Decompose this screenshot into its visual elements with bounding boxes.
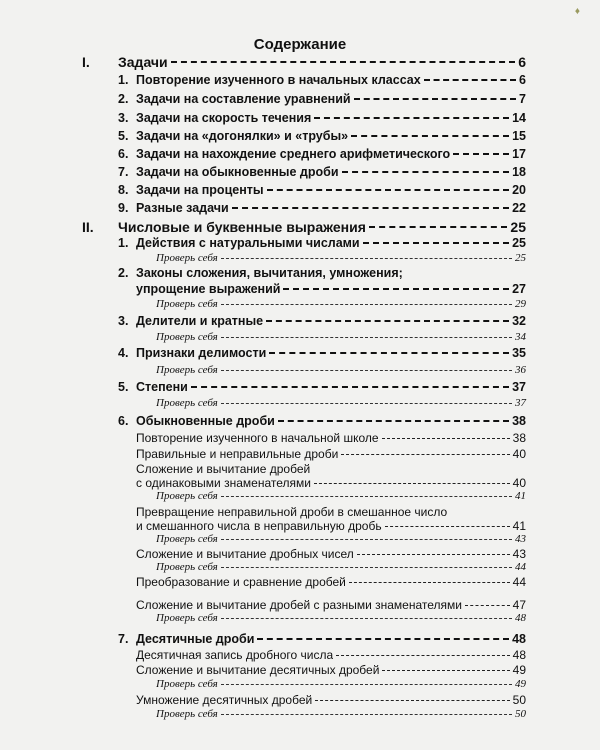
item-title: Задачи на проценты [136,183,264,197]
leader-line [382,670,509,671]
item-title: Действия с натуральными числами [136,236,360,250]
item-title: Десятичные дроби [136,632,255,646]
item-number: 2. [118,266,129,280]
toc-subitem[interactable] [136,575,526,589]
leader-line [283,288,509,290]
check-label: Проверь себя [156,331,218,343]
page-number: 29 [515,298,526,310]
toc-section-2[interactable] [82,219,526,235]
subitem-title: с одинаковыми знаменателями [136,476,311,490]
page-number: 36 [515,364,526,376]
toc-subitem[interactable] [136,648,526,662]
check-yourself-row[interactable] [156,490,526,502]
section-title: Задачи [118,54,168,70]
item-title: Обыкновенные дроби [136,414,275,428]
page-number: 41 [512,519,526,533]
toc-subitem[interactable] [136,663,526,677]
leader-line [382,438,510,439]
check-yourself-row[interactable] [156,533,526,545]
item-title: Разные задачи [136,201,229,215]
page-number: 47 [512,598,526,612]
subitem-title: Сложение и вычитание дробных чисел [136,547,354,561]
toc-item[interactable] [118,73,526,87]
leader-line [221,496,512,497]
page-number: 6 [519,73,526,87]
leader-line [221,684,512,685]
subitem-title: Сложение и вычитание десятичных дробей [136,663,380,677]
leader-line [385,526,510,527]
leader-line [269,352,509,354]
toc-item[interactable] [118,201,526,215]
check-yourself-row[interactable] [156,678,526,690]
section-number: I. [82,54,90,70]
subitem-title: Умножение десятичных дробей [136,693,313,707]
item-number: 3. [118,314,129,328]
leader-line [221,618,512,619]
subitem-title: Сложение и вычитание дробей с разными знаменателями [136,598,462,612]
item-title-line1: Законы сложения, вычитания, умножения; [136,266,403,280]
leader-line [171,61,516,63]
page-number: 43 [512,547,526,561]
toc-chapter-4[interactable] [118,346,526,360]
section-title: Числовые и буквенные выражения [118,219,366,235]
subitem-title: Десятичная запись дробного числа [136,648,334,662]
page-number: 25 [515,252,526,264]
leader-line [465,605,510,606]
leader-line [221,370,512,371]
leader-line [221,304,512,305]
toc-subitem[interactable] [136,598,526,612]
subitem-title: Правильные и неправильные дроби [136,447,339,461]
page-number: 22 [512,201,526,215]
leader-line [424,79,516,81]
item-title: Делители и кратные [136,314,264,328]
item-number: 1. [118,236,129,250]
toc-subitem[interactable] [136,431,526,445]
check-label: Проверь себя [156,612,218,624]
item-title: Задачи на «догонялки» и «трубы» [136,129,349,143]
leader-line [314,483,510,484]
page-number: 50 [515,708,526,720]
item-number: 6. [118,414,129,428]
leader-line [314,117,509,119]
toc-item[interactable] [118,129,526,143]
toc-chapter-1[interactable] [118,236,526,250]
subitem-line-1: Сложение и вычитание дробей [136,462,311,476]
item-number: 5. [118,129,129,143]
check-yourself-row[interactable] [156,397,526,409]
item-title: Задачи на обыкновенные дроби [136,165,339,179]
check-label: Проверь себя [156,533,218,545]
leader-line [351,135,509,137]
check-yourself-row[interactable] [156,252,526,264]
item-number: 4. [118,346,129,360]
leader-line [354,98,516,100]
item-number: 1. [118,73,129,87]
toc-item[interactable] [118,147,526,161]
item-title: Степени [136,380,188,394]
page-number: 6 [518,54,526,70]
check-yourself-row[interactable] [156,364,526,376]
leader-line [336,655,510,656]
check-yourself-row[interactable] [156,708,526,720]
leader-line [315,700,509,701]
subitem-title: в неправильную дробь [253,519,382,533]
toc-chapter-6[interactable] [118,414,526,428]
item-number: 7. [118,165,129,179]
page-title: Содержание [253,36,347,53]
page-number: 7 [519,92,526,106]
toc-subitem[interactable] [136,476,526,490]
page-number: 41 [515,490,526,502]
check-label: Проверь себя [156,364,218,376]
page-number: 40 [512,476,526,490]
item-number: 9. [118,201,129,215]
leader-line [278,420,509,422]
page-number: 17 [512,147,526,161]
page-number: 44 [512,575,526,589]
leader-line [191,386,509,388]
toc-chapter-5[interactable] [118,380,526,394]
corner-mark: ♦ [574,6,580,17]
check-label: Проверь себя [156,252,218,264]
page-number: 48 [512,632,526,646]
chapter-2-line-1 [118,266,403,280]
item-title: Задачи на нахождение среднего арифметического [136,147,451,161]
page-number: 32 [512,314,526,328]
page-number: 27 [512,282,526,296]
page-number: 25 [510,219,526,235]
page-number: 15 [512,129,526,143]
leader-line [453,153,509,155]
check-label: Проверь себя [156,397,218,409]
check-label: Проверь себя [156,490,218,502]
toc-subitem[interactable] [136,547,526,561]
check-yourself-row[interactable] [156,612,526,624]
leader-line [221,403,512,404]
check-yourself-row[interactable] [156,331,526,343]
toc-subitem[interactable] [136,447,526,461]
leader-line [221,714,512,715]
toc-subitem[interactable] [136,519,526,533]
item-number: 8. [118,183,129,197]
page-number: 37 [515,397,526,409]
subitem-title: Повторение изученного в начальной школе [136,431,379,445]
leader-line [357,554,510,555]
check-label: Проверь себя [156,298,218,310]
page-number: 40 [512,447,526,461]
check-yourself-row[interactable] [156,561,526,573]
toc-chapter-2[interactable] [136,282,526,296]
page-number: 48 [515,612,526,624]
subitem-line-1: Превращение неправильной дроби в смешанное число [136,505,448,519]
section-number: II. [82,219,94,235]
toc-subitem[interactable] [136,693,526,707]
item-number: 7. [118,632,129,646]
subitem-title-part: и смешанного числа [136,519,250,533]
leader-line [266,320,509,322]
check-yourself-row[interactable] [156,298,526,310]
page-number: 14 [512,111,526,125]
page-number: 48 [512,648,526,662]
leader-line [221,567,512,568]
page-number: 44 [515,561,526,573]
page-number: 34 [515,331,526,343]
leader-line [221,258,512,259]
item-number: 2. [118,92,129,106]
toc-chapter-3[interactable] [118,314,526,328]
page-number: 49 [512,663,526,677]
item-title: Повторение изученного в начальных классах [136,73,421,87]
leader-line [221,539,512,540]
leader-line [221,337,512,338]
item-number: 3. [118,111,129,125]
leader-line [369,226,508,228]
toc-section-1[interactable] [82,54,526,70]
page-number: 38 [512,431,526,445]
subitem-title: Преобразование и сравнение дробей [136,575,346,589]
toc-item[interactable] [118,111,526,125]
page-number: 25 [512,236,526,250]
toc-item[interactable] [118,183,526,197]
page-number: 49 [515,678,526,690]
toc-item[interactable] [118,92,526,106]
page-number: 43 [515,533,526,545]
item-number: 5. [118,380,129,394]
leader-line [341,454,509,455]
check-label: Проверь себя [156,678,218,690]
leader-line [342,171,510,173]
check-label: Проверь себя [156,708,218,720]
page-number: 50 [512,693,526,707]
item-title: Признаки делимости [136,346,267,360]
toc-item[interactable] [118,165,526,179]
leader-line [267,189,510,191]
page-number: 20 [512,183,526,197]
page-number: 37 [512,380,526,394]
page-number: 18 [512,165,526,179]
item-title: Задачи на составление уравнений [136,92,351,106]
item-title: упрощение выражений [136,282,281,296]
leader-line [232,207,509,209]
item-number: 6. [118,147,129,161]
page-number: 35 [512,346,526,360]
toc-chapter-7[interactable] [118,632,526,646]
leader-line [349,582,510,583]
page-number: 38 [512,414,526,428]
leader-line [363,242,509,244]
item-title: Задачи на скорость течения [136,111,312,125]
leader-line [257,638,509,640]
check-label: Проверь себя [156,561,218,573]
